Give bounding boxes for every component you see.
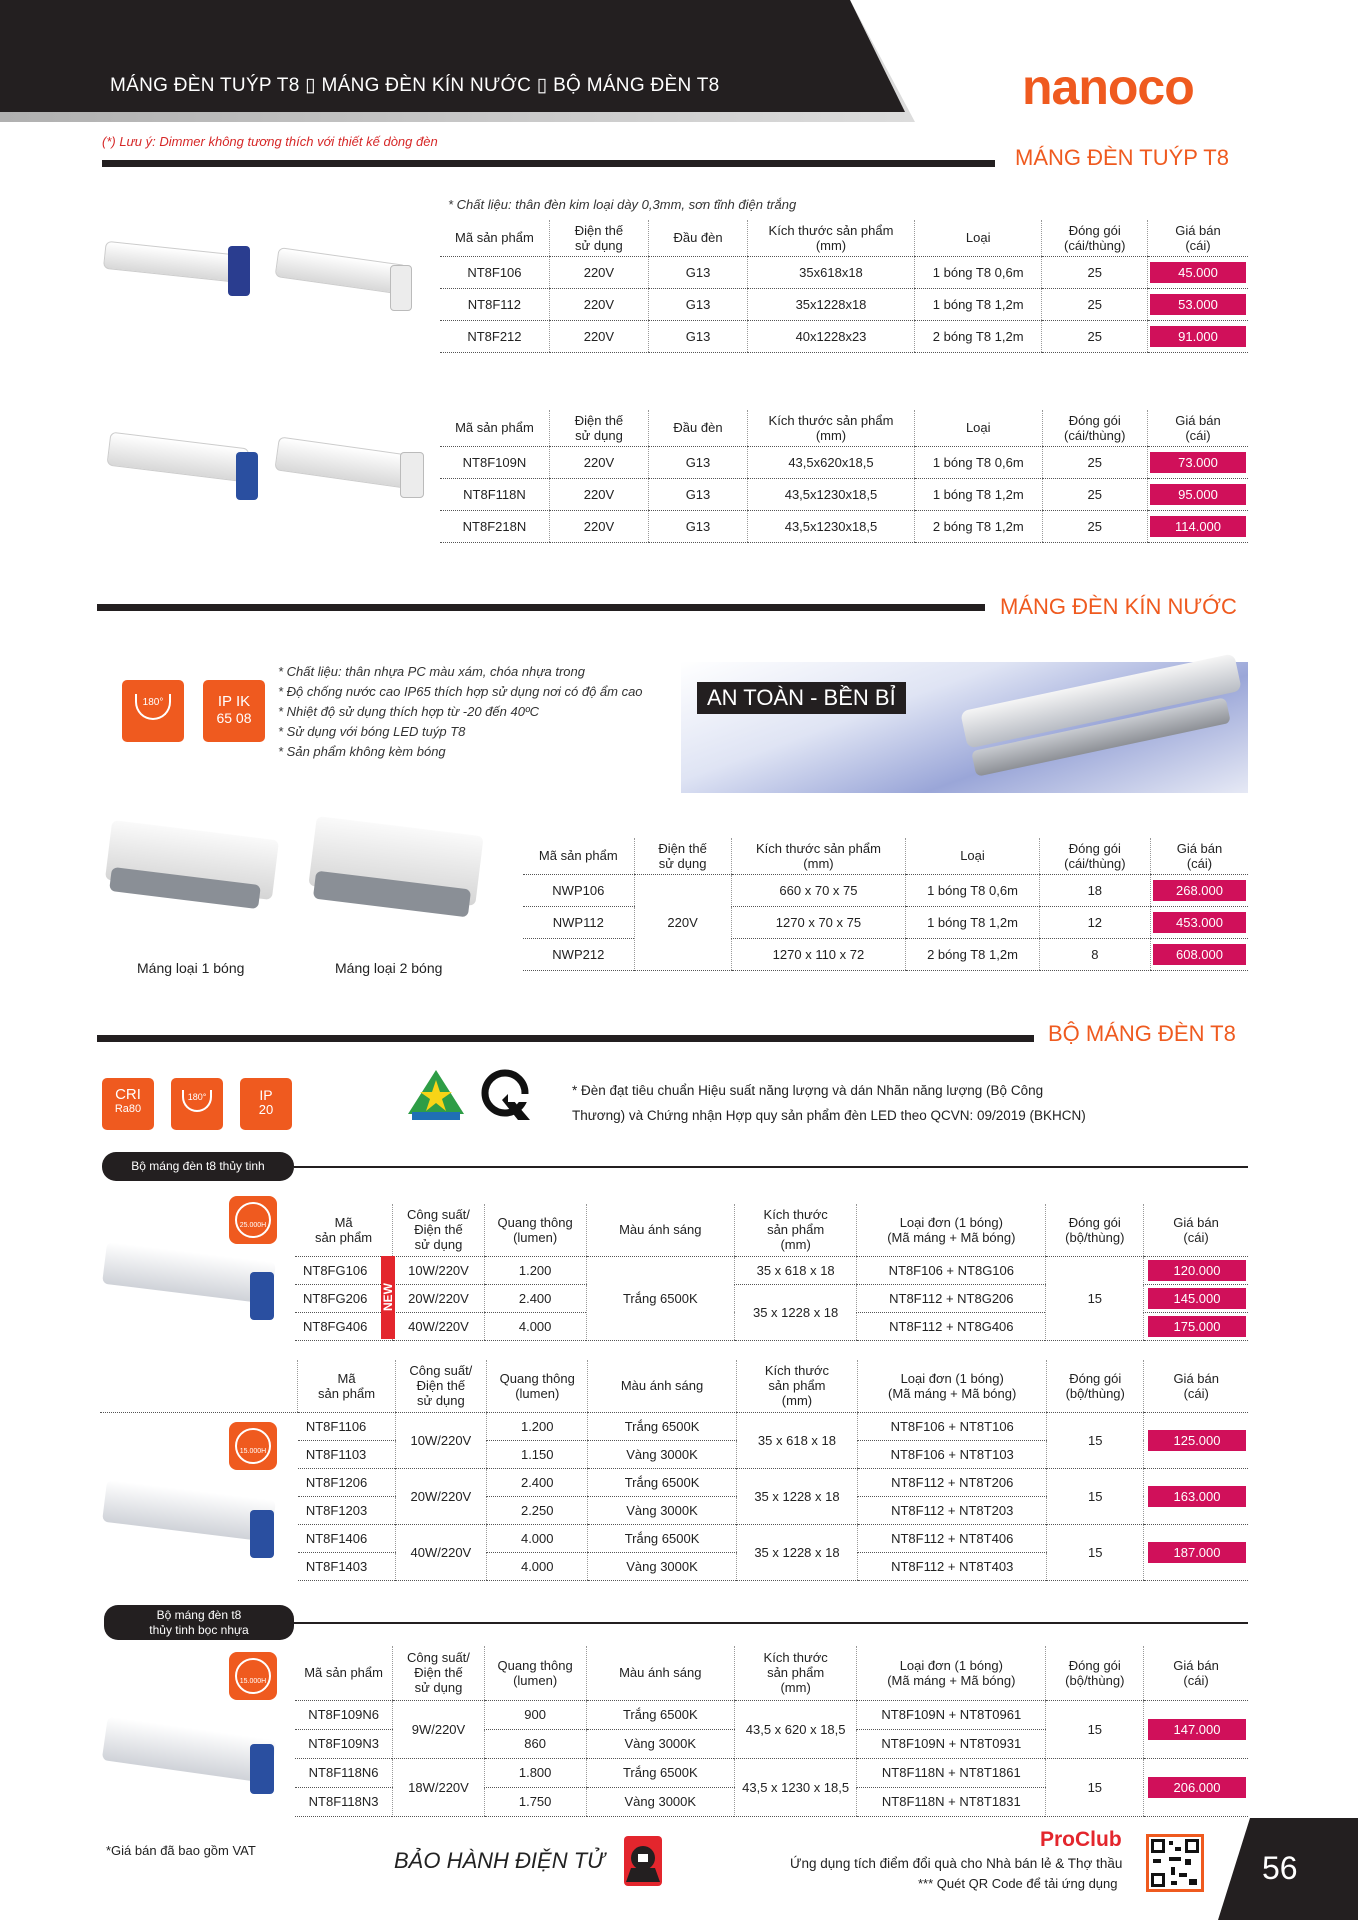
table-cell: 2.250 <box>487 1496 588 1524</box>
section-title-waterproof: MÁNG ĐÈN KÍN NƯỚC <box>1000 594 1237 619</box>
column-header: Mã sản phẩm <box>298 1360 395 1412</box>
table-cell: 43,5 x 620 x 18,5 <box>735 1700 857 1758</box>
price-cell <box>1144 1256 1248 1284</box>
ip-rating-icon: IP 20 <box>240 1078 292 1130</box>
feature-list <box>278 662 643 762</box>
table-header-row <box>440 410 1248 446</box>
table-cell: 43,5x1230x18,5 <box>747 478 914 510</box>
material-note: * Chất liệu: thân đèn kim loại dày 0,3mm, sơn tĩnh điện trắng <box>448 197 797 212</box>
feature-item: * Sản phẩm không kèm bóng <box>278 744 446 759</box>
table-cell: 1 bóng T8 1,2m <box>914 288 1042 320</box>
table-cell: 25 <box>1042 256 1147 288</box>
column-header: Màu ánh sáng <box>588 1360 736 1412</box>
table-cell: 20W/220V <box>395 1468 486 1524</box>
price-cell <box>1147 256 1248 288</box>
table-cell: NT8F112 + NT8T203 <box>858 1496 1047 1524</box>
price-badge: 73.000 <box>1150 452 1246 473</box>
column-header: Loại đơn (1 bóng) (Mã máng + Mã bóng) <box>857 1646 1046 1700</box>
column-header: Đầu đèn <box>648 410 747 446</box>
table-cell: G13 <box>648 320 747 352</box>
feature-item: * Độ chống nước cao IP65 thích hợp sử dụng nơi có độ ẩm cao <box>278 684 643 699</box>
table-cell: 1.800 <box>484 1758 586 1787</box>
table-cell: NT8F1406 <box>298 1524 395 1552</box>
price-badge: 120.000 <box>1148 1260 1246 1281</box>
table-cell: 220V <box>549 510 648 542</box>
table-cell: Trắng 6500K <box>586 1256 735 1340</box>
divider <box>294 1622 1248 1624</box>
table-cell: Trắng 6500K <box>588 1412 736 1440</box>
table-cell: NT8F112 + NT8G206 <box>857 1284 1046 1312</box>
column-header: Đóng gói (cái/thùng) <box>1042 410 1147 446</box>
column-header: Mã sản phẩm <box>295 1646 393 1700</box>
table-cell: 1 bóng T8 0,6m <box>914 446 1042 478</box>
table-cell: NT8FG406 <box>295 1312 393 1340</box>
table-cell: G13 <box>648 256 747 288</box>
column-header: Loại đơn (1 bóng) (Mã máng + Mã bóng) <box>857 1204 1046 1256</box>
column-header: Loại <box>906 838 1039 874</box>
column-header: Đóng gói (cái/thùng) <box>1042 220 1147 256</box>
column-header: Loại <box>914 220 1042 256</box>
batten-endcap <box>400 452 424 498</box>
price-badge: 175.000 <box>1148 1316 1246 1337</box>
column-header: Kích thước sản phẩm (mm) <box>747 410 914 446</box>
batten-endcap <box>390 265 412 311</box>
table-cell: NT8F212 <box>440 320 549 352</box>
table-cell: 35x618x18 <box>748 256 915 288</box>
table-cell: 860 <box>484 1729 586 1758</box>
table-cell: 660 x 70 x 75 <box>731 874 906 906</box>
table-cell: Vàng 3000K <box>588 1496 736 1524</box>
table-header-row <box>523 838 1248 874</box>
batten-image <box>106 432 249 483</box>
price-badge: 145.000 <box>1148 1288 1246 1309</box>
table-cell: 1.200 <box>487 1412 588 1440</box>
tube-table-b <box>440 410 1248 543</box>
qr-code-icon[interactable] <box>1146 1834 1204 1892</box>
table-cell: 15 <box>1046 1256 1144 1340</box>
table-cell: NT8F118N6 <box>295 1758 393 1787</box>
table-cell: 220V <box>549 288 648 320</box>
price-cell <box>1144 1468 1248 1524</box>
table-cell: 15 <box>1047 1468 1144 1524</box>
column-header: Mã sản phẩm <box>295 1204 393 1256</box>
new-badge: NEW <box>381 1256 395 1339</box>
section-title-set: BỘ MÁNG ĐÈN T8 <box>1048 1021 1236 1046</box>
price-badge: 608.000 <box>1153 944 1246 965</box>
table-cell: Vàng 3000K <box>588 1552 736 1580</box>
price-cell <box>1147 320 1248 352</box>
table-cell: 1.750 <box>484 1787 586 1816</box>
column-header: Công suất/ Điện thế sử dụng <box>393 1204 485 1256</box>
price-cell <box>1150 938 1248 970</box>
table-cell: 12 <box>1039 906 1150 938</box>
lifetime-clock-icon: 15.000H <box>229 1652 277 1700</box>
table-cell: 220V <box>549 478 648 510</box>
section-bar <box>97 604 985 611</box>
batten-endcap <box>228 246 250 296</box>
table-cell: 1 bóng T8 1,2m <box>914 478 1042 510</box>
column-header: Mã sản phẩm <box>523 838 634 874</box>
vat-note: *Giá bán đã bao gồm VAT <box>106 1843 256 1858</box>
table-row <box>440 478 1248 510</box>
table-cell: NT8F109N + NT8T0961 <box>857 1700 1046 1729</box>
qr-cert-icon <box>478 1066 536 1124</box>
price-badge: 187.000 <box>1148 1542 1246 1563</box>
price-cell <box>1144 1312 1248 1340</box>
column-header: Điện thế sử dụng <box>549 410 648 446</box>
table-cell: G13 <box>648 288 747 320</box>
column-header: Kích thước sản phẩm (mm) <box>735 1204 857 1256</box>
set-table-a <box>295 1204 1248 1341</box>
table-cell: 8 <box>1039 938 1150 970</box>
table-row <box>523 906 1248 938</box>
beam-angle-icon: 180° <box>171 1078 223 1130</box>
table-cell: 18 <box>1039 874 1150 906</box>
banner-slogan: AN TOÀN - BỀN BỈ <box>697 682 906 714</box>
lifetime-clock-icon: 25.000H <box>229 1196 277 1244</box>
table-cell: 10W/220V <box>393 1256 485 1284</box>
qr-instruction: *** Quét QR Code để tải ứng dụng <box>918 1876 1118 1891</box>
table-row <box>295 1700 1248 1729</box>
column-header: Giá bán (cái) <box>1147 220 1248 256</box>
dimmer-note: (*) Lưu ý: Dimmer không tương thích với thiết kế dòng đèn <box>102 134 438 149</box>
table-cell: 220V <box>549 320 648 352</box>
table-cell: 2 bóng T8 1,2m <box>914 510 1042 542</box>
column-header: Giá bán (cái) <box>1150 838 1248 874</box>
table-cell: 25 <box>1042 478 1147 510</box>
table-cell: G13 <box>648 478 747 510</box>
table-cell: Vàng 3000K <box>588 1440 736 1468</box>
table-cell: NT8F1103 <box>298 1440 395 1468</box>
column-header: Kích thước sản phẩm (mm) <box>748 220 915 256</box>
column-header: Công suất/ Điện thế sử dụng <box>395 1360 486 1412</box>
price-cell <box>1144 1412 1248 1468</box>
table-cell: 2.400 <box>484 1284 586 1312</box>
price-cell <box>1147 510 1248 542</box>
table-cell: NT8F106 + NT8T103 <box>858 1440 1047 1468</box>
table-cell: 25 <box>1042 510 1147 542</box>
table-cell: Trắng 6500K <box>586 1700 735 1729</box>
group-label-coated: Bộ máng đèn t8 thủy tinh bọc nhựa <box>104 1605 294 1640</box>
column-header: Đóng gói (cái/thùng) <box>1039 838 1150 874</box>
table-cell: G13 <box>648 510 747 542</box>
table-row <box>440 288 1248 320</box>
table-cell: NT8F106 + NT8T106 <box>858 1412 1047 1440</box>
price-cell <box>1144 1758 1248 1816</box>
table-cell: G13 <box>648 446 747 478</box>
table-cell: 35 x 1228 x 18 <box>736 1468 858 1524</box>
table-cell: Trắng 6500K <box>586 1758 735 1787</box>
table-cell: 2 bóng T8 1,2m <box>906 938 1039 970</box>
table-cell: 4.000 <box>487 1524 588 1552</box>
section-bar <box>97 1035 1034 1042</box>
table-cell: NT8F218N <box>440 510 549 542</box>
feature-item: * Nhiệt độ sử dụng thích hợp từ -20 đến 40ºC <box>278 704 540 719</box>
price-badge: 95.000 <box>1150 484 1246 505</box>
batten-image <box>103 241 245 283</box>
table-cell: NT8F109N <box>440 446 549 478</box>
price-badge: 125.000 <box>1148 1430 1246 1451</box>
table-cell: 35 x 1228 x 18 <box>736 1524 858 1580</box>
batten-image <box>275 247 408 295</box>
column-header: Màu ánh sáng <box>586 1204 735 1256</box>
price-cell <box>1147 288 1248 320</box>
table-header-row <box>295 1204 1248 1256</box>
energy-label-icon <box>406 1068 466 1122</box>
table-row <box>295 1256 1248 1284</box>
table-cell: NT8F1106 <box>298 1412 395 1440</box>
table-cell: NT8F118N + NT8T1861 <box>857 1758 1046 1787</box>
table-cell: 2.400 <box>487 1468 588 1496</box>
table-cell: NT8F118N3 <box>295 1787 393 1816</box>
table-cell: 1.150 <box>487 1440 588 1468</box>
price-cell <box>1150 874 1248 906</box>
table-cell: 4.000 <box>487 1552 588 1580</box>
warranty-text: BẢO HÀNH ĐIỆN TỬ <box>394 1848 605 1873</box>
spacer <box>100 1360 298 1412</box>
table-cell: Trắng 6500K <box>588 1524 736 1552</box>
table-cell: 43,5x1230x18,5 <box>747 510 914 542</box>
table-cell: NT8F106 <box>440 256 549 288</box>
table-row <box>523 938 1248 970</box>
price-cell <box>1147 478 1248 510</box>
page-title: MÁNG ĐÈN TUÝP T8 ▯ MÁNG ĐÈN KÍN NƯỚC ▯ BỘ MÁNG ĐÈN T8 <box>110 75 720 96</box>
table-row <box>440 510 1248 542</box>
table-cell: NWP106 <box>523 874 634 906</box>
column-header: Giá bán (cái) <box>1147 410 1248 446</box>
table-cell: NT8FG106 <box>295 1256 393 1284</box>
group-label-glass: Bộ máng đèn t8 thủy tinh <box>102 1152 294 1181</box>
column-header: Quang thông (lumen) <box>487 1360 588 1412</box>
table-cell: 25 <box>1042 288 1147 320</box>
column-header: Giá bán (cái) <box>1144 1360 1248 1412</box>
column-header: Quang thông (lumen) <box>484 1204 586 1256</box>
table-cell: NT8F109N3 <box>295 1729 393 1758</box>
table-row <box>523 874 1248 906</box>
section-bar <box>102 160 995 167</box>
certification-note: * Đèn đạt tiêu chuẩn Hiệu suất năng lượng và dán Nhãn năng lượng (Bộ Công Thương) và Chứng nhận Hợp quy sản phẩm đèn LED theo QCVN: 09/2019 (BKHCN) <box>572 1083 1086 1123</box>
caption-1-lamp: Máng loại 1 bóng <box>137 960 245 976</box>
table-row <box>440 320 1248 352</box>
table-cell: NT8F112 + NT8T406 <box>858 1524 1047 1552</box>
set-table-c <box>295 1646 1248 1817</box>
table-cell: NT8F112 + NT8T403 <box>858 1552 1047 1580</box>
table-cell: NT8F106 + NT8G106 <box>857 1256 1046 1284</box>
divider <box>294 1166 1248 1168</box>
table-cell: NT8F1403 <box>298 1552 395 1580</box>
table-cell: 43,5 x 1230 x 18,5 <box>735 1758 857 1816</box>
table-cell: 40W/220V <box>393 1312 485 1340</box>
column-header: Kích thước sản phẩm (mm) <box>735 1646 857 1700</box>
tube-table-a <box>440 220 1248 353</box>
table-cell: 35 x 618 x 18 <box>735 1256 857 1284</box>
feature-item: * Sử dụng với bóng LED tuýp T8 <box>278 724 466 739</box>
table-cell: 15 <box>1047 1412 1144 1468</box>
column-header: Kích thước sản phẩm (mm) <box>731 838 906 874</box>
column-header: Điện thế sử dụng <box>549 220 648 256</box>
column-header: Giá bán (cái) <box>1144 1204 1248 1256</box>
table-cell: 25 <box>1042 446 1147 478</box>
table-cell: 20W/220V <box>393 1284 485 1312</box>
ip-rating-icon: IP IK 65 08 <box>203 680 265 742</box>
column-header: Mã sản phẩm <box>440 410 549 446</box>
lifetime-clock-icon: 15.000H <box>229 1422 277 1470</box>
price-badge: 53.000 <box>1150 294 1246 315</box>
table-cell: 15 <box>1046 1700 1144 1758</box>
table-row <box>440 256 1248 288</box>
table-cell: NT8F109N6 <box>295 1700 393 1729</box>
table-cell: 1 bóng T8 0,6m <box>914 256 1042 288</box>
table-cell: 1270 x 70 x 75 <box>731 906 906 938</box>
column-header: Giá bán (cái) <box>1144 1646 1248 1700</box>
table-cell: NWP212 <box>523 938 634 970</box>
table-header-row <box>440 220 1248 256</box>
table-cell: 25 <box>1042 320 1147 352</box>
column-header: Đóng gói (bộ/thùng) <box>1046 1646 1144 1700</box>
table-row <box>440 446 1248 478</box>
column-header: Loại đơn (1 bóng) (Mã máng + Mã bóng) <box>858 1360 1047 1412</box>
price-cell <box>1150 906 1248 938</box>
table-header-row <box>100 1360 1248 1412</box>
price-badge: 453.000 <box>1153 912 1246 933</box>
table-cell: NT8F1203 <box>298 1496 395 1524</box>
cri-icon: CRI Ra80 <box>102 1078 154 1130</box>
column-header: Màu ánh sáng <box>586 1646 735 1700</box>
price-cell <box>1144 1524 1248 1580</box>
table-cell: NT8FG206 <box>295 1284 393 1312</box>
table-cell: 18W/220V <box>393 1758 485 1816</box>
batten-endcap <box>236 452 258 500</box>
table-cell: NT8F109N + NT8T0931 <box>857 1729 1046 1758</box>
brand-logo: nanoco <box>1022 59 1194 115</box>
feature-item: * Chất liệu: thân nhựa PC màu xám, chóa nhựa trong <box>278 664 585 679</box>
column-header: Mã sản phẩm <box>440 220 549 256</box>
table-cell: 4.000 <box>484 1312 586 1340</box>
proclub-logo: ProClub <box>1040 1828 1122 1851</box>
table-cell: 1 bóng T8 1,2m <box>906 906 1039 938</box>
table-cell: 43,5x620x18,5 <box>747 446 914 478</box>
table-cell: 10W/220V <box>395 1412 486 1468</box>
section-title-tube: MÁNG ĐÈN TUÝP T8 <box>1015 145 1229 170</box>
table-cell: 35x1228x18 <box>748 288 915 320</box>
table-cell: Vàng 3000K <box>586 1729 735 1758</box>
warranty-icon <box>618 1834 668 1892</box>
table-cell: NWP112 <box>523 906 634 938</box>
column-header: Kích thước sản phẩm (mm) <box>736 1360 858 1412</box>
table-cell: 220V <box>549 446 648 478</box>
beam-angle-icon: 180° <box>122 680 184 742</box>
table-cell: 220V <box>634 874 731 970</box>
price-cell <box>1144 1284 1248 1312</box>
column-header: Quang thông (lumen) <box>484 1646 586 1700</box>
table-cell: 2 bóng T8 1,2m <box>914 320 1042 352</box>
table-cell: 1270 x 110 x 72 <box>731 938 906 970</box>
table-cell: NT8F118N + NT8T1831 <box>857 1787 1046 1816</box>
price-badge: 163.000 <box>1148 1486 1246 1507</box>
table-row <box>295 1758 1248 1787</box>
price-badge: 45.000 <box>1150 262 1246 283</box>
table-cell: NT8F118N <box>440 478 549 510</box>
table-cell: 40W/220V <box>395 1524 486 1580</box>
table-cell: NT8F112 <box>440 288 549 320</box>
column-header: Loại <box>914 410 1042 446</box>
batten-image <box>274 436 417 489</box>
column-header: Đóng gói (bộ/thùng) <box>1047 1360 1144 1412</box>
table-header-row <box>295 1646 1248 1700</box>
table-cell: 40x1228x23 <box>748 320 915 352</box>
price-cell <box>1144 1700 1248 1758</box>
column-header: Đóng gói (bộ/thùng) <box>1046 1204 1144 1256</box>
price-badge: 206.000 <box>1148 1777 1246 1798</box>
table-cell: 9W/220V <box>393 1700 485 1758</box>
table-cell: 900 <box>484 1700 586 1729</box>
column-header: Điện thế sử dụng <box>634 838 731 874</box>
table-cell: 35 x 1228 x 18 <box>735 1284 857 1340</box>
price-badge: 91.000 <box>1150 326 1246 347</box>
table-cell: 15 <box>1046 1758 1144 1816</box>
table-cell: NT8F112 + NT8G406 <box>857 1312 1046 1340</box>
page-number: 56 <box>1262 1850 1298 1886</box>
price-badge: 114.000 <box>1150 516 1246 537</box>
table-cell: 15 <box>1047 1524 1144 1580</box>
table-cell: NT8F112 + NT8T206 <box>858 1468 1047 1496</box>
app-promo: Ứng dụng tích điểm đổi quà cho Nhà bán lẻ & Thợ thầu <box>790 1856 1123 1871</box>
table-cell: NT8F1206 <box>298 1468 395 1496</box>
table-cell: 1.200 <box>484 1256 586 1284</box>
table-cell: 1 bóng T8 0,6m <box>906 874 1039 906</box>
table-cell: Trắng 6500K <box>588 1468 736 1496</box>
waterproof-table <box>523 838 1248 971</box>
price-cell <box>1147 446 1248 478</box>
price-badge: 268.000 <box>1153 880 1246 901</box>
column-header: Công suất/ Điện thế sử dụng <box>393 1646 485 1700</box>
caption-2-lamp: Máng loại 2 bóng <box>335 960 443 976</box>
column-header: Đầu đèn <box>648 220 747 256</box>
price-badge: 147.000 <box>1148 1719 1246 1740</box>
table-cell: 220V <box>549 256 648 288</box>
table-cell: Vàng 3000K <box>586 1787 735 1816</box>
table-cell: 35 x 618 x 18 <box>736 1412 858 1468</box>
